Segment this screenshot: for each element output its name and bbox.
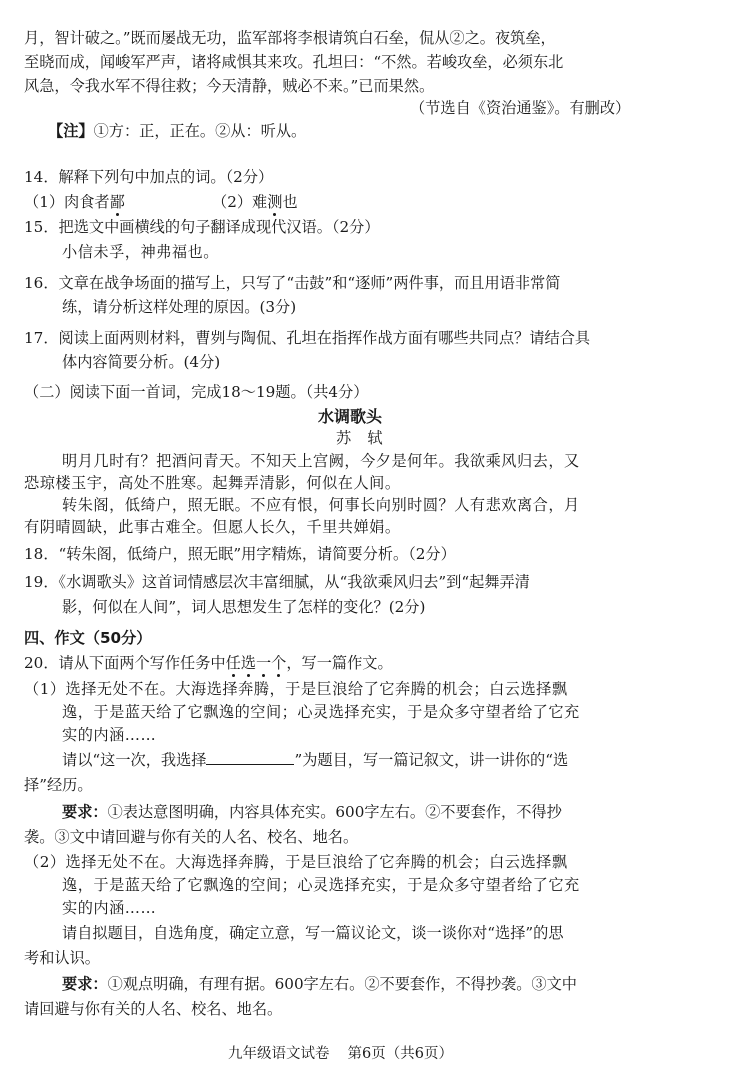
passage-source: （节选自《资治通鉴》。有删改）: [410, 99, 631, 117]
title-blank: [206, 749, 294, 765]
task-2-requirements-line-1: [62, 973, 577, 995]
question-17-line-1: 17．阅读上面两则材料，曹刿与陶侃、孔坦在指挥作战方面有哪些共同点？请结合具: [24, 329, 591, 347]
task-1-requirements-text: ①表达意图明确，内容具体充实。600字左右。②不要套作，不得抄: [107, 803, 562, 821]
passage-line-2: 至晓而成，闻峻军严声，诸将咸惧其来攻。孔坦曰：“不然。若峻攻垒，必须东北: [24, 53, 564, 71]
task-1-instruction-line-2: 择”经历。: [24, 776, 93, 794]
question-16-line-1: 16．文章在战争场面的描写上，只写了“击鼓”和“逐师”两件事，而且用语非常简: [24, 274, 561, 292]
poem-title: 水调歌头: [318, 407, 383, 426]
task-2-prompt-line-1: （2）选择无处不在。大海选择奔腾，于是巨浪给了它奔腾的机会；白云选择飘: [24, 853, 568, 871]
q20-dotted-char-4: 个: [271, 654, 287, 672]
question-14-item-1: [24, 191, 125, 213]
task-2-requirements-text: ①观点明确，有理有据。600字左右。②不要套作，不得抄袭。③文中: [107, 975, 577, 993]
task-1-requirements-label: 要求：: [62, 803, 108, 821]
question-18: 18．“转朱阁，低绮户，照无眠”用字精炼，请简要分析。（2分）: [24, 545, 456, 563]
task-1-prompt-line-1: （1）选择无处不在。大海选择奔腾，于是巨浪给了它奔腾的机会；白云选择飘: [24, 680, 568, 698]
poem-line-4: 有阴晴圆缺，此事古难全。但愿人长久，千里共婵娟。: [24, 518, 401, 536]
poem-line-3: 转朱阁，低绮户，照无眠。不应有恨，何事长向别时圆？人有悲欢离合，月: [62, 496, 580, 514]
footer-exam-name: 九年级语文试卷: [228, 1046, 330, 1062]
question-14-item-2: [212, 191, 298, 213]
task-1-prompt-line-2: 逸，于是蓝天给了它飘逸的空间；心灵选择充实，于是众多守望者给了它充: [62, 703, 580, 721]
question-14-stem: 14．解释下列句中加点的词。（2分）: [24, 168, 274, 186]
passage-line-1: 月，智计破之。”既而屡战无功，监军部将李根请筑白石垒，侃从②之。夜筑垒，: [24, 29, 556, 47]
note-label: 【注】: [48, 122, 94, 140]
q20-dotted-char-1: 任: [225, 654, 241, 672]
task-1-requirements-line-1: [62, 801, 562, 823]
task-1-instruction-text: 请以“这一次，我选择: [62, 751, 207, 769]
q20-dotted-char-2: 选: [240, 654, 256, 672]
question-15-stem: 15．把选文中画横线的句子翻译成现代汉语。（2分）: [24, 218, 380, 236]
question-17-line-2: 体内容简要分析。(4分): [62, 353, 221, 371]
task-2-instruction-line-2: 考和认识。: [24, 949, 100, 967]
poem-line-1: 明月几时有？把酒问青天。不知天上宫阙，今夕是何年。我欲乘风归去，又: [62, 452, 580, 470]
note-text: ①方：正，正在。②从：听从。: [93, 122, 307, 140]
task-2-requirements-label: 要求：: [62, 975, 108, 993]
q14-item-2-text: （2）难: [212, 193, 268, 211]
question-15-sentence: 小信未孚，神弗福也。: [62, 243, 219, 261]
q14-item-1-text: （1）肉食者: [24, 193, 110, 211]
question-19-line-2: 影，何似在人间”，词人思想发生了怎样的变化？(2分): [62, 598, 426, 616]
q14-item-2-dotted-word: 测: [267, 193, 283, 211]
q20-stem-text: 20．请从下面两个写作任务中: [24, 654, 226, 672]
question-16-line-2: 练，请分析这样处理的原因。(3分): [62, 298, 297, 316]
task-2-requirements-line-2: 请回避与你有关的人名、校名、地名。: [24, 1000, 283, 1018]
task-2-prompt-line-3: 实的内涵……: [62, 899, 157, 917]
passage-line-3: 风急，令我水军不得往救；今天清静，贼必不来。”已而果然。: [24, 77, 435, 95]
task-1-requirements-line-2: 袭。③文中请回避与你有关的人名、校名、地名。: [24, 828, 359, 846]
part-4-heading: 四、作文（50分）: [24, 629, 152, 647]
question-20-stem: [24, 652, 393, 674]
footer-page-number: 第6页（共6页）: [347, 1046, 453, 1062]
poem-author: 苏 轼: [336, 429, 384, 447]
q14-item-1-dotted-word: 鄙: [109, 193, 125, 211]
poem-line-2: 恐琼楼玉宇，高处不胜寒。起舞弄清影，何似在人间。: [24, 474, 401, 492]
note: [48, 120, 306, 142]
task-1-instruction-line-1: [62, 749, 568, 771]
page-footer: [228, 1043, 453, 1065]
task-2-prompt-line-2: 逸，于是蓝天给了它飘逸的空间；心灵选择充实，于是众多守望者给了它充: [62, 876, 580, 894]
q20-stem-tail: ，写一篇作文。: [286, 654, 393, 672]
part-2-heading: （二）阅读下面一首词，完成18～19题。（共4分）: [24, 383, 369, 401]
task-1-instruction-tail: ”为题目，写一篇记叙文，讲一讲你的“选: [294, 751, 569, 769]
q14-item-2-tail: 也: [282, 193, 298, 211]
question-19-line-1: 19．《水调歌头》这首词情感层次丰富细腻，从“我欲乘风归去”到“起舞弄清: [24, 573, 530, 591]
task-1-prompt-line-3: 实的内涵……: [62, 726, 157, 744]
q20-dotted-char-3: 一: [255, 654, 272, 672]
task-2-instruction-line-1: 请自拟题目，自选角度，确定立意，写一篇议论文，谈一谈你对“选择”的思: [62, 924, 564, 942]
